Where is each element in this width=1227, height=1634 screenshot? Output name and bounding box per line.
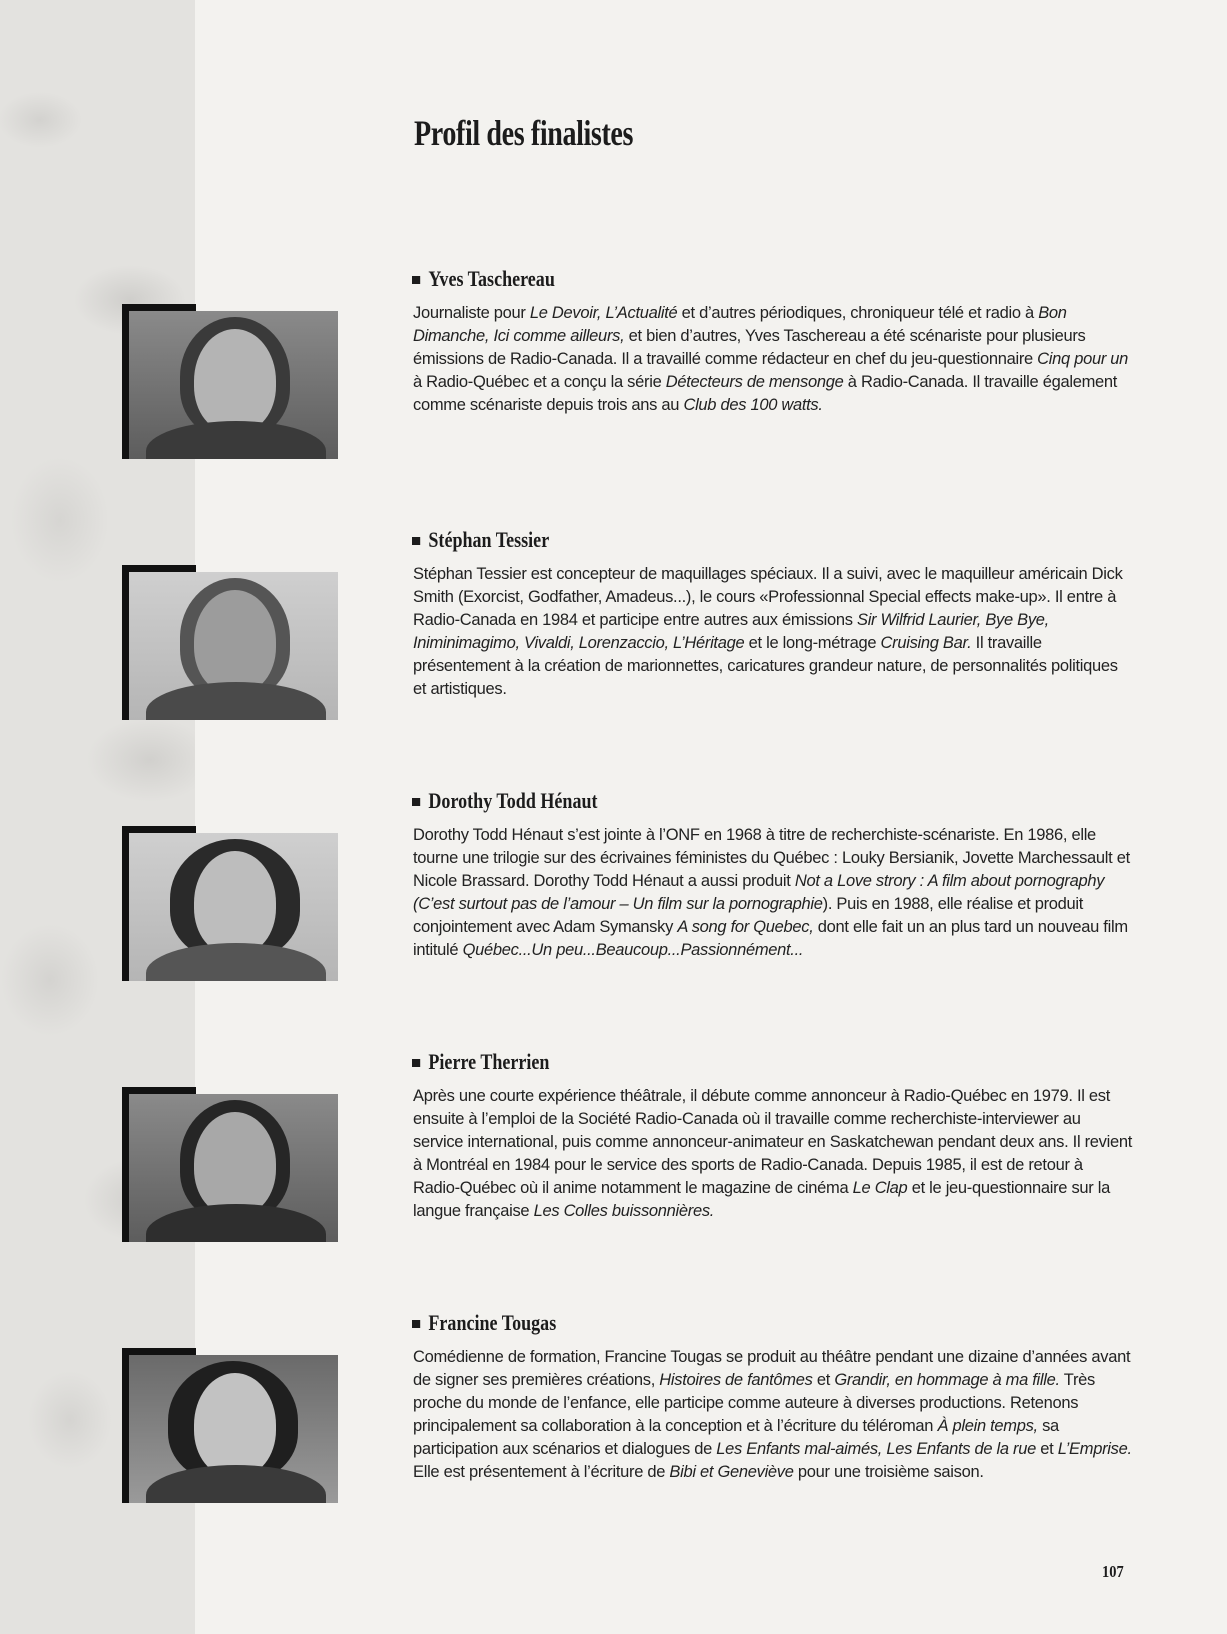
photo-frame-bracket xyxy=(122,304,196,459)
portrait-photo xyxy=(122,304,338,459)
finalist-name-text: Stéphan Tessier xyxy=(428,527,550,552)
bullet-icon xyxy=(412,1320,420,1328)
finalist-bio: Après une courte expérience théâtrale, il débute comme annonceur à Radio-Québec en 1979. Il est ensuite à l’emploi de la Société Radio-Canada où il travaille comme recherchiste-interviewer au service international, puis comme annonceur-animateur en Saskatchewan pendant deux ans. Il revient à Montréal en 1984 pour le service des sports de Radio-Canada. Depuis 1985, il est de retour à Radio-Québec où il anime notamment le magazine de cinéma Le Clap et le jeu-questionnaire sur la langue française Les Colles buissonnières. xyxy=(413,1087,1133,1220)
finalist-name xyxy=(412,527,549,553)
finalist-name-text: Yves Taschereau xyxy=(428,266,555,291)
bullet-icon xyxy=(412,798,420,806)
photo-frame-bracket xyxy=(122,826,196,981)
page-title: Profil des finalistes xyxy=(414,113,634,153)
finalist-bio: Journaliste pour Le Devoir, L’Actualité et d’autres périodiques, chroniqueur télé et radio à Bon Dimanche, Ici comme ailleurs, et bien d’autres, Yves Taschereau a été scénariste pour plusieurs émissions de Radio-Canada. Il a travaillé comme rédacteur en chef du jeu-questionnaire Cinq pour un à Radio-Québec et a conçu la série Détecteurs de mensonge à Radio-Canada. Il travaille également comme scénariste depuis trois ans au Club des 100 watts. xyxy=(413,304,1129,414)
photo-frame-bracket xyxy=(122,565,196,720)
page-number: 107 xyxy=(1102,1562,1124,1581)
finalist-name xyxy=(412,266,555,292)
portrait-photo xyxy=(122,826,338,981)
photo-frame-bracket xyxy=(122,1087,196,1242)
finalist-bio: Dorothy Todd Hénaut s’est jointe à l’ONF en 1968 à titre de recherchiste-scénariste. En 1986, elle tourne une trilogie sur des écrivaines féministes du Québec : Louky Bersianik, Jovette Marchessault et Nicole Brassard. Dorothy Todd Hénaut a aussi produit Not a Love strory : A film about pornography (C’est surtout pas de l’amour – Un film sur la pornographie). Puis en 1988, elle réalise et produit conjointement avec Adam Symansky A song for Quebec, dont elle fait un an plus tard un nouveau film intitulé Québec...Un peu...Beaucoup...Passionnément... xyxy=(413,826,1130,959)
bullet-icon xyxy=(412,537,420,545)
finalist-bio: Comédienne de formation, Francine Tougas se produit au théâtre pendant une dizaine d’années avant de signer ses premières créations, Histoires de fantômes et Grandir, en hommage à ma fille. Très proche du monde de l’enfance, elle participe comme auteure à diverses productions. Retenons principalement sa collaboration à la conception et à l’écriture du téléroman À plein temps, sa participation aux scénarios et dialogues de Les Enfants mal-aimés, Les Enfants de la rue et L’Emprise. Elle est présentement à l’écriture de Bibi et Geneviève pour une troisième saison. xyxy=(413,1348,1132,1481)
finalist-name-text: Francine Tougas xyxy=(428,1310,557,1335)
bullet-icon xyxy=(412,276,420,284)
finalist-name xyxy=(412,1310,556,1336)
finalist-name-text: Dorothy Todd Hénaut xyxy=(428,788,598,813)
finalist-name xyxy=(412,788,597,814)
portrait-photo xyxy=(122,565,338,720)
bullet-icon xyxy=(412,1059,420,1067)
finalist-bio: Stéphan Tessier est concepteur de maquillages spéciaux. Il a suivi, avec le maquilleur américain Dick Smith (Exorcist, Godfather, Amadeus...), le cours «Professionnal Special effects make-up». Il entre à Radio-Canada en 1984 et participe entre autres aux émissions Sir Wilfrid Laurier, Bye Bye, Iniminimagimo, Vivaldi, Lorenzaccio, L’Héritage et le long-métrage Cruising Bar. Il travaille présentement à la création de marionnettes, caricatures grandeur nature, de personnalités politiques et artistiques. xyxy=(413,565,1123,698)
portrait-photo xyxy=(122,1348,338,1503)
portrait-photo xyxy=(122,1087,338,1242)
photo-frame-bracket xyxy=(122,1348,196,1503)
finalist-name xyxy=(412,1049,549,1075)
finalist-name-text: Pierre Therrien xyxy=(428,1049,550,1074)
